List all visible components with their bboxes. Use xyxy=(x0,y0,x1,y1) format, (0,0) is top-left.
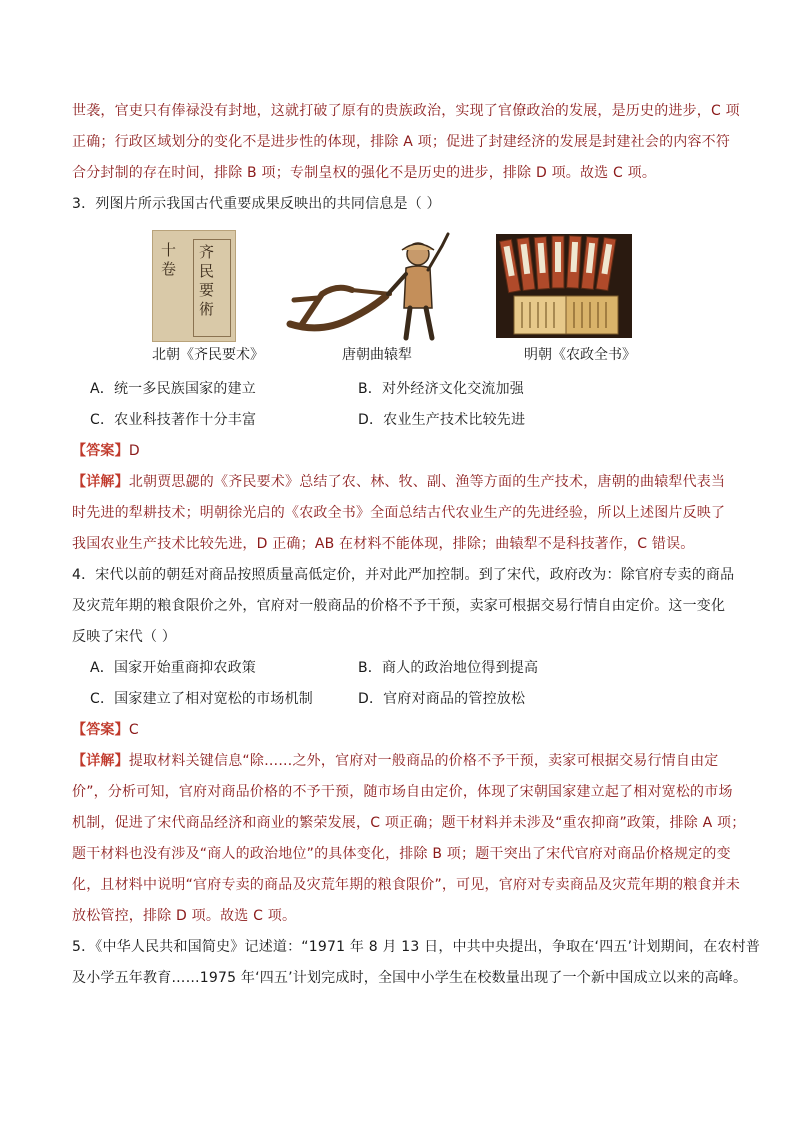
curved-plow-image xyxy=(282,224,462,344)
answer-label: 【答案】 xyxy=(72,443,129,459)
book-title-text: 齐民要術 xyxy=(199,243,215,318)
detail-block xyxy=(72,467,724,560)
detail-text: 北朝贾思勰的《齐民要术》总结了农、林、牧、副、渔等方面的生产技术，唐朝的曲辕犁代表当 xyxy=(128,474,726,490)
option-a: A．国家开始重商抑农政策 xyxy=(90,660,256,676)
figure-caption-nongzheng: 明朝《农政全书》 xyxy=(524,347,636,363)
answer-value: C xyxy=(128,722,139,738)
detail-line: 我国农业生产技术比较先进，D 正确；AB 在材料不能体现，排除；曲辕犁不是科技著作，C 错误。 xyxy=(72,536,695,552)
question-stem-line: 5．《中华人民共和国简史》记述道：“1971 年 8 月 13 日，中共中央提出，争取在‘四五’计划期间，在农村普 xyxy=(72,939,761,955)
detail-line: 放松管控，排除 D 项。故选 C 项。 xyxy=(72,908,297,924)
detail-label: 【详解】 xyxy=(72,474,129,490)
document-page xyxy=(72,96,761,994)
detail-line: 题干材料也没有涉及“商人的政治地位”的具体变化，排除 B 项；题干突出了宋代官府对商品价格规定的变 xyxy=(72,846,731,862)
detail-line: 价”，分析可知，官府对商品价格的不予干预，随市场自由定价，体现了宋朝国家建立起了相对宽松的市场 xyxy=(72,784,733,800)
detail-line xyxy=(72,467,724,498)
intro-explanation xyxy=(72,96,740,189)
question-stem-line: 反映了宋代（ ） xyxy=(72,629,177,645)
detail-text: 提取材料关键信息“除……之外，官府对一般商品的价格不予干预，卖家可根据交易行情自由定 xyxy=(128,753,719,769)
detail-line xyxy=(72,746,724,777)
option-a: A．统一多民族国家的建立 xyxy=(90,381,256,397)
answer-value: D xyxy=(128,443,140,459)
book-side-text: 十卷 xyxy=(161,241,177,278)
option-c: C．农业科技著作十分丰富 xyxy=(90,412,257,428)
intro-line: 世袭，官吏只有俸禄没有封地，这就打破了原有的贵族政治，实现了官僚政治的发展，是历史的进步，C 项 xyxy=(72,103,740,119)
question-stem-line: 及灾荒年期的粮食限价之外，官府对一般商品的价格不予干预，卖家可根据交易行情自由定价。这一变化 xyxy=(72,598,726,614)
detail-label: 【详解】 xyxy=(72,753,129,769)
option-d: D．官府对商品的管控放松 xyxy=(358,691,526,707)
answer-line xyxy=(72,436,724,467)
question-stem-line: 及小学五年教育……1975 年‘四五’计划完成时，全国中小学生在校数量出现了一个新中国成立以来的高峰。 xyxy=(72,970,748,986)
detail-block xyxy=(72,746,746,932)
option-b: B．商人的政治地位得到提高 xyxy=(358,660,539,676)
question-4 xyxy=(72,560,746,932)
option-b: B．对外经济文化交流加强 xyxy=(358,381,525,397)
options-grid xyxy=(72,653,724,715)
nongzheng-quanshu-books-image xyxy=(494,230,634,342)
question-stem: 3．列图片所示我国古代重要成果反映出的共同信息是（ ） xyxy=(72,196,441,212)
question-5 xyxy=(72,932,761,994)
detail-line: 时先进的犁耕技术；明朝徐光启的《农政全书》全面总结古代农业生产的先进经验，所以上述图片反映了 xyxy=(72,505,726,521)
question-stem-line: 4．宋代以前的朝廷对商品按照质量高低定价，并对此严加控制。到了宋代，政府改为：除官府专卖的商品 xyxy=(72,567,735,583)
detail-line: 化，且材料中说明“官府专卖的商品及灾荒年期的粮食限价”，可见，官府对专卖商品及灾荒年期的粮食并未 xyxy=(72,877,741,893)
qimin-yaoshu-book-image xyxy=(152,230,236,342)
option-c: C．国家建立了相对宽松的市场机制 xyxy=(90,691,313,707)
answer-line xyxy=(72,715,724,746)
detail-line: 机制，促进了宋代商品经济和商业的繁荣发展，C 项正确；题干材料并未涉及“重农抑商”政策，排除 A 项； xyxy=(72,815,746,831)
question-3 xyxy=(72,189,724,560)
answer-label: 【答案】 xyxy=(72,722,129,738)
option-d: D．农业生产技术比较先进 xyxy=(358,412,526,428)
figure-caption-qimin: 北朝《齐民要术》 xyxy=(152,347,264,363)
intro-line: 正确；行政区域划分的变化不是进步性的体现，排除 A 项；促进了封建经济的发展是封建社会的内容不符 xyxy=(72,134,731,150)
options-grid xyxy=(72,374,724,436)
figure-row xyxy=(72,224,724,374)
figure-caption-plow: 唐朝曲辕犁 xyxy=(342,347,412,363)
intro-line: 合分封制的存在时间，排除 B 项；专制皇权的强化不是历史的进步，排除 D 项。故选 C 项。 xyxy=(72,165,657,181)
